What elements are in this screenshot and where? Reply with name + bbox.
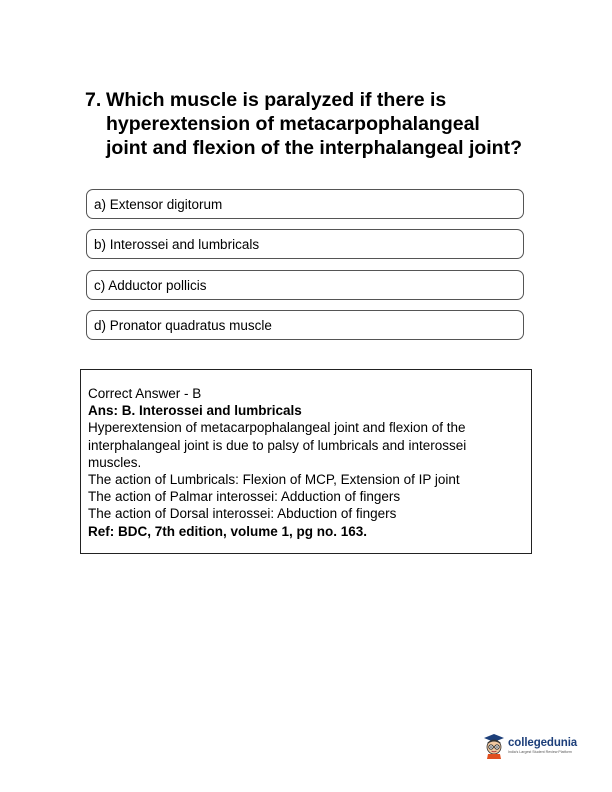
question-text: Which muscle is paralyzed if there is hyperextension of metacarpophalangeal joint and flexion of the interphalangeal joint? <box>106 89 523 159</box>
dorsal-interossei-action: The action of Dorsal interossei: Abduction of fingers <box>88 506 397 522</box>
answer-title: Ans: B. Interossei and lumbricals <box>88 403 302 419</box>
collegedunia-logo <box>483 731 583 761</box>
mascot-icon <box>483 733 505 759</box>
question-heading <box>85 88 525 160</box>
question-number: 7. <box>85 89 102 111</box>
option-a[interactable]: a) Extensor digitorum <box>86 189 524 219</box>
logo-tagline: India's Largest Student Review Platform <box>508 750 572 754</box>
option-b[interactable]: b) Interossei and lumbricals <box>86 229 524 259</box>
correct-answer: Correct Answer - B <box>88 386 202 401</box>
option-d[interactable]: d) Pronator quadratus muscle <box>86 310 524 340</box>
reference: Ref: BDC, 7th edition, volume 1, pg no. 163. <box>88 523 368 539</box>
lumbricals-action: The action of Lumbricals: Flexion of MCP, Extension of IP joint <box>88 472 460 488</box>
palmar-interossei-action: The action of Palmar interossei: Adduction of fingers <box>88 489 401 505</box>
answer-box <box>80 369 532 554</box>
logo-name: collegedunia <box>508 737 578 749</box>
answer-explanation: Hyperextension of metacarpophalangeal joint and flexion of the interphalangeal joint is due to palsy of lumbricals and interossei muscles. <box>88 420 467 470</box>
option-c[interactable]: c) Adductor pollicis <box>86 270 524 300</box>
